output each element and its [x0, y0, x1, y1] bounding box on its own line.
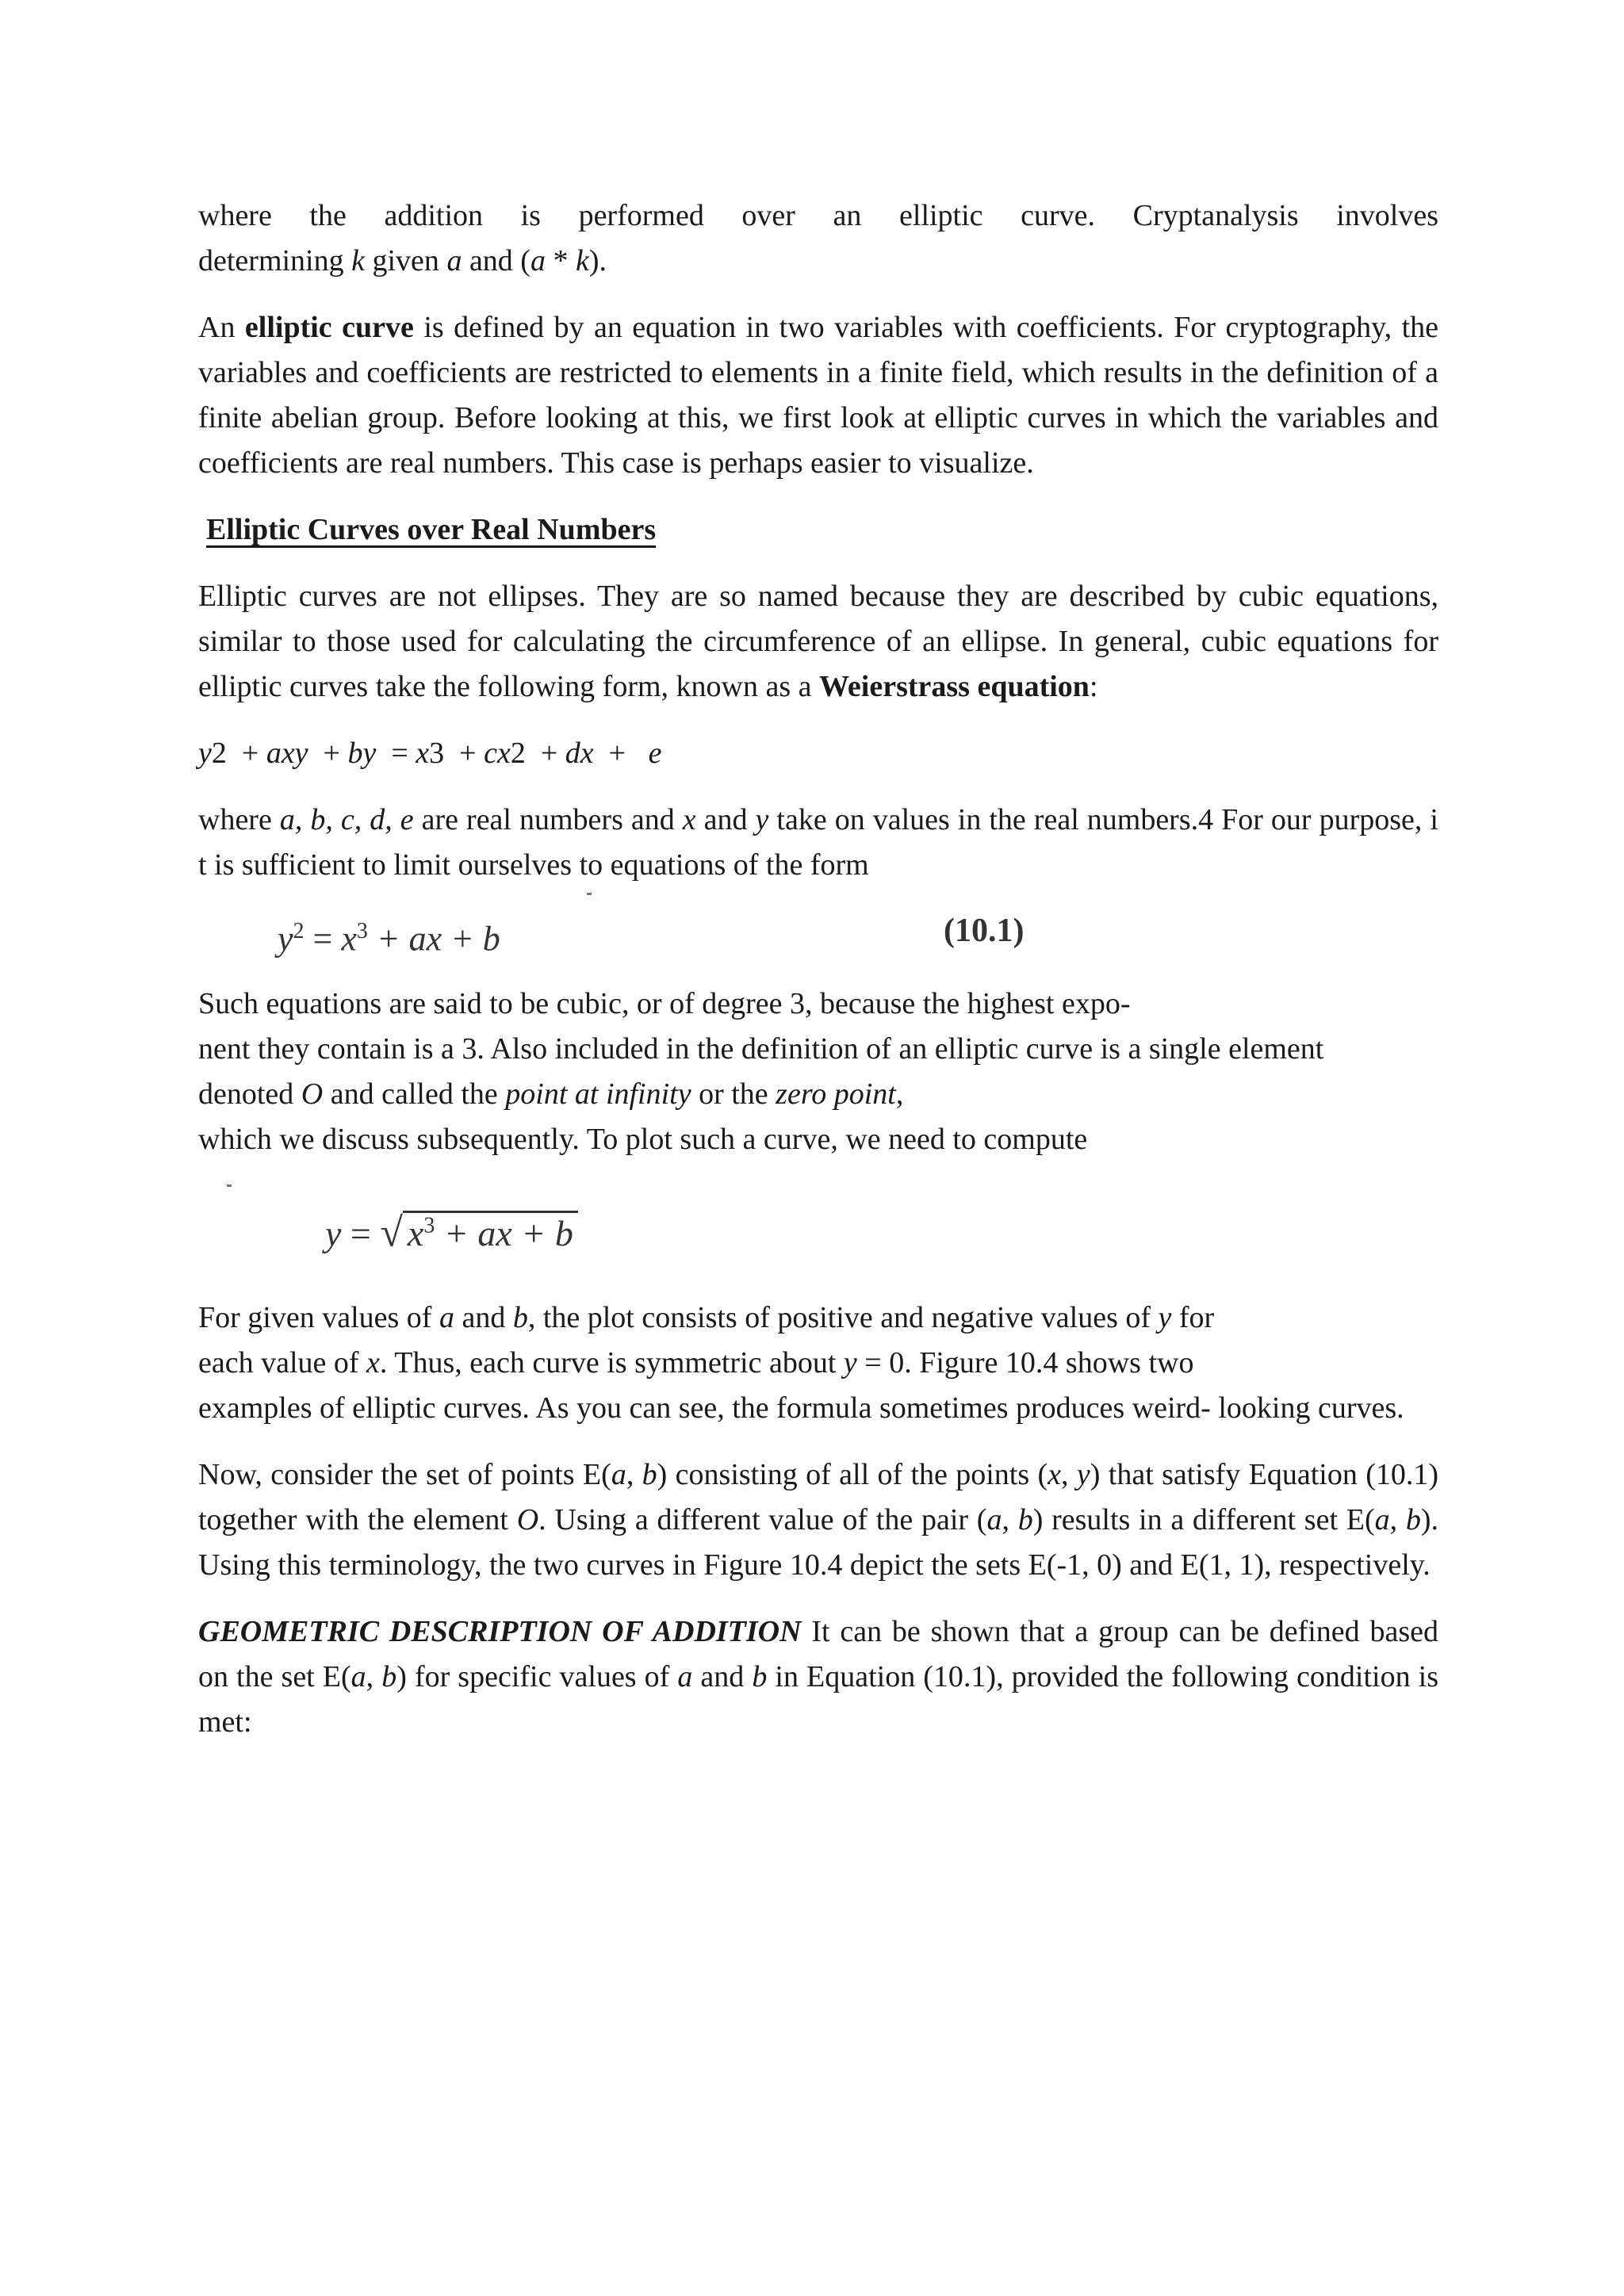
paragraph-line: nent they contain is a 3. Also included in the definition of an elliptic curve is a single element: [198, 1032, 1324, 1066]
geometric-description-title: GEOMETRIC DESCRIPTION OF ADDITION: [198, 1615, 802, 1648]
paragraph-line: Such equations are said to be cubic, or of degree 3, because the highest expo-: [198, 987, 1131, 1020]
equation-10-1: [198, 888, 1438, 982]
paragraph-line: where the addition is performed over an elliptic curve. Cryptanalysis involves: [198, 199, 1438, 232]
paragraph-line: For given values of a and b, the plot consists of positive and negative values of y for: [198, 1301, 1215, 1334]
document-page: [198, 193, 1438, 1745]
paragraph-elliptic-curve-definition: An elliptic curve is defined by an equation in two variables with coefficients. For cryptography, the variables and coefficients are restricted to elements in a finite field, which results in the definition of a finite abelian group. Before looking at this, we first look at elliptic curves in which the variables and coefficients are real numbers. This case is perhaps easier to visualize.: [198, 311, 1438, 480]
equation-number: (10.1): [944, 913, 1025, 949]
equation-sqrt: [198, 1162, 1438, 1295]
paragraph-line: each value of x. Thus, each curve is symmetric about y = 0. Figure 10.4 shows two: [198, 1346, 1194, 1380]
paragraph-line: denoted O and called the point at infinity or the zero point,: [198, 1077, 904, 1111]
scan-mark: [227, 1184, 232, 1187]
paragraph-set-of-points: Now, consider the set of points E(a, b) consisting of all of the points (x, y) that satisfy Equation (10.1) together with the element O. Using a different value of the pair (a, b) results in a different set E(a, b). Using this terminology, the two curves in Figure 10.4 depict the sets E(-1, 0) and E(1, 1), respectively.: [198, 1458, 1439, 1582]
scan-mark: [587, 893, 592, 895]
equation-sqrt-expression: y = √ $x^3$ + ax + b: [325, 1203, 578, 1256]
equation-10-1-expression: $y^2 = x^3$ + ax + b: [278, 919, 500, 959]
paragraph-line: examples of elliptic curves. As you can see, the formula sometimes produces weird- looking curves.: [198, 1391, 1404, 1425]
section-heading: Elliptic Curves over Real Numbers: [206, 513, 657, 546]
paragraph-real-numbers: where a, b, c, d, e are real numbers and x and y take on values in the real numbers.4 For our purpose, i t is sufficient to limit ourselves to equations of the form: [198, 803, 1438, 882]
paragraph-geometric-addition: GEOMETRIC DESCRIPTION OF ADDITION It can be shown that a group can be defined based on the set E(a, b) for specific values of a and b in Equation (10.1), provided the following condition is met:: [198, 1615, 1438, 1739]
paragraph-weierstrass-intro: Elliptic curves are not ellipses. They are so named because they are described by cubic equations, similar to those used for calculating the circumference of an ellipse. In general, cubic equations for elliptic curves take the following form, known as a Weierstrass equation:: [198, 580, 1438, 703]
paragraph-line: determining k given a and (a * k).: [198, 244, 607, 277]
weierstrass-equation: y2 + axy + by = x3 + cx2 + dx + e: [198, 737, 662, 770]
paragraph-line: which we discuss subsequently. To plot such a curve, we need to compute: [198, 1123, 1088, 1156]
sqrt-symbol: √: [380, 1210, 403, 1256]
